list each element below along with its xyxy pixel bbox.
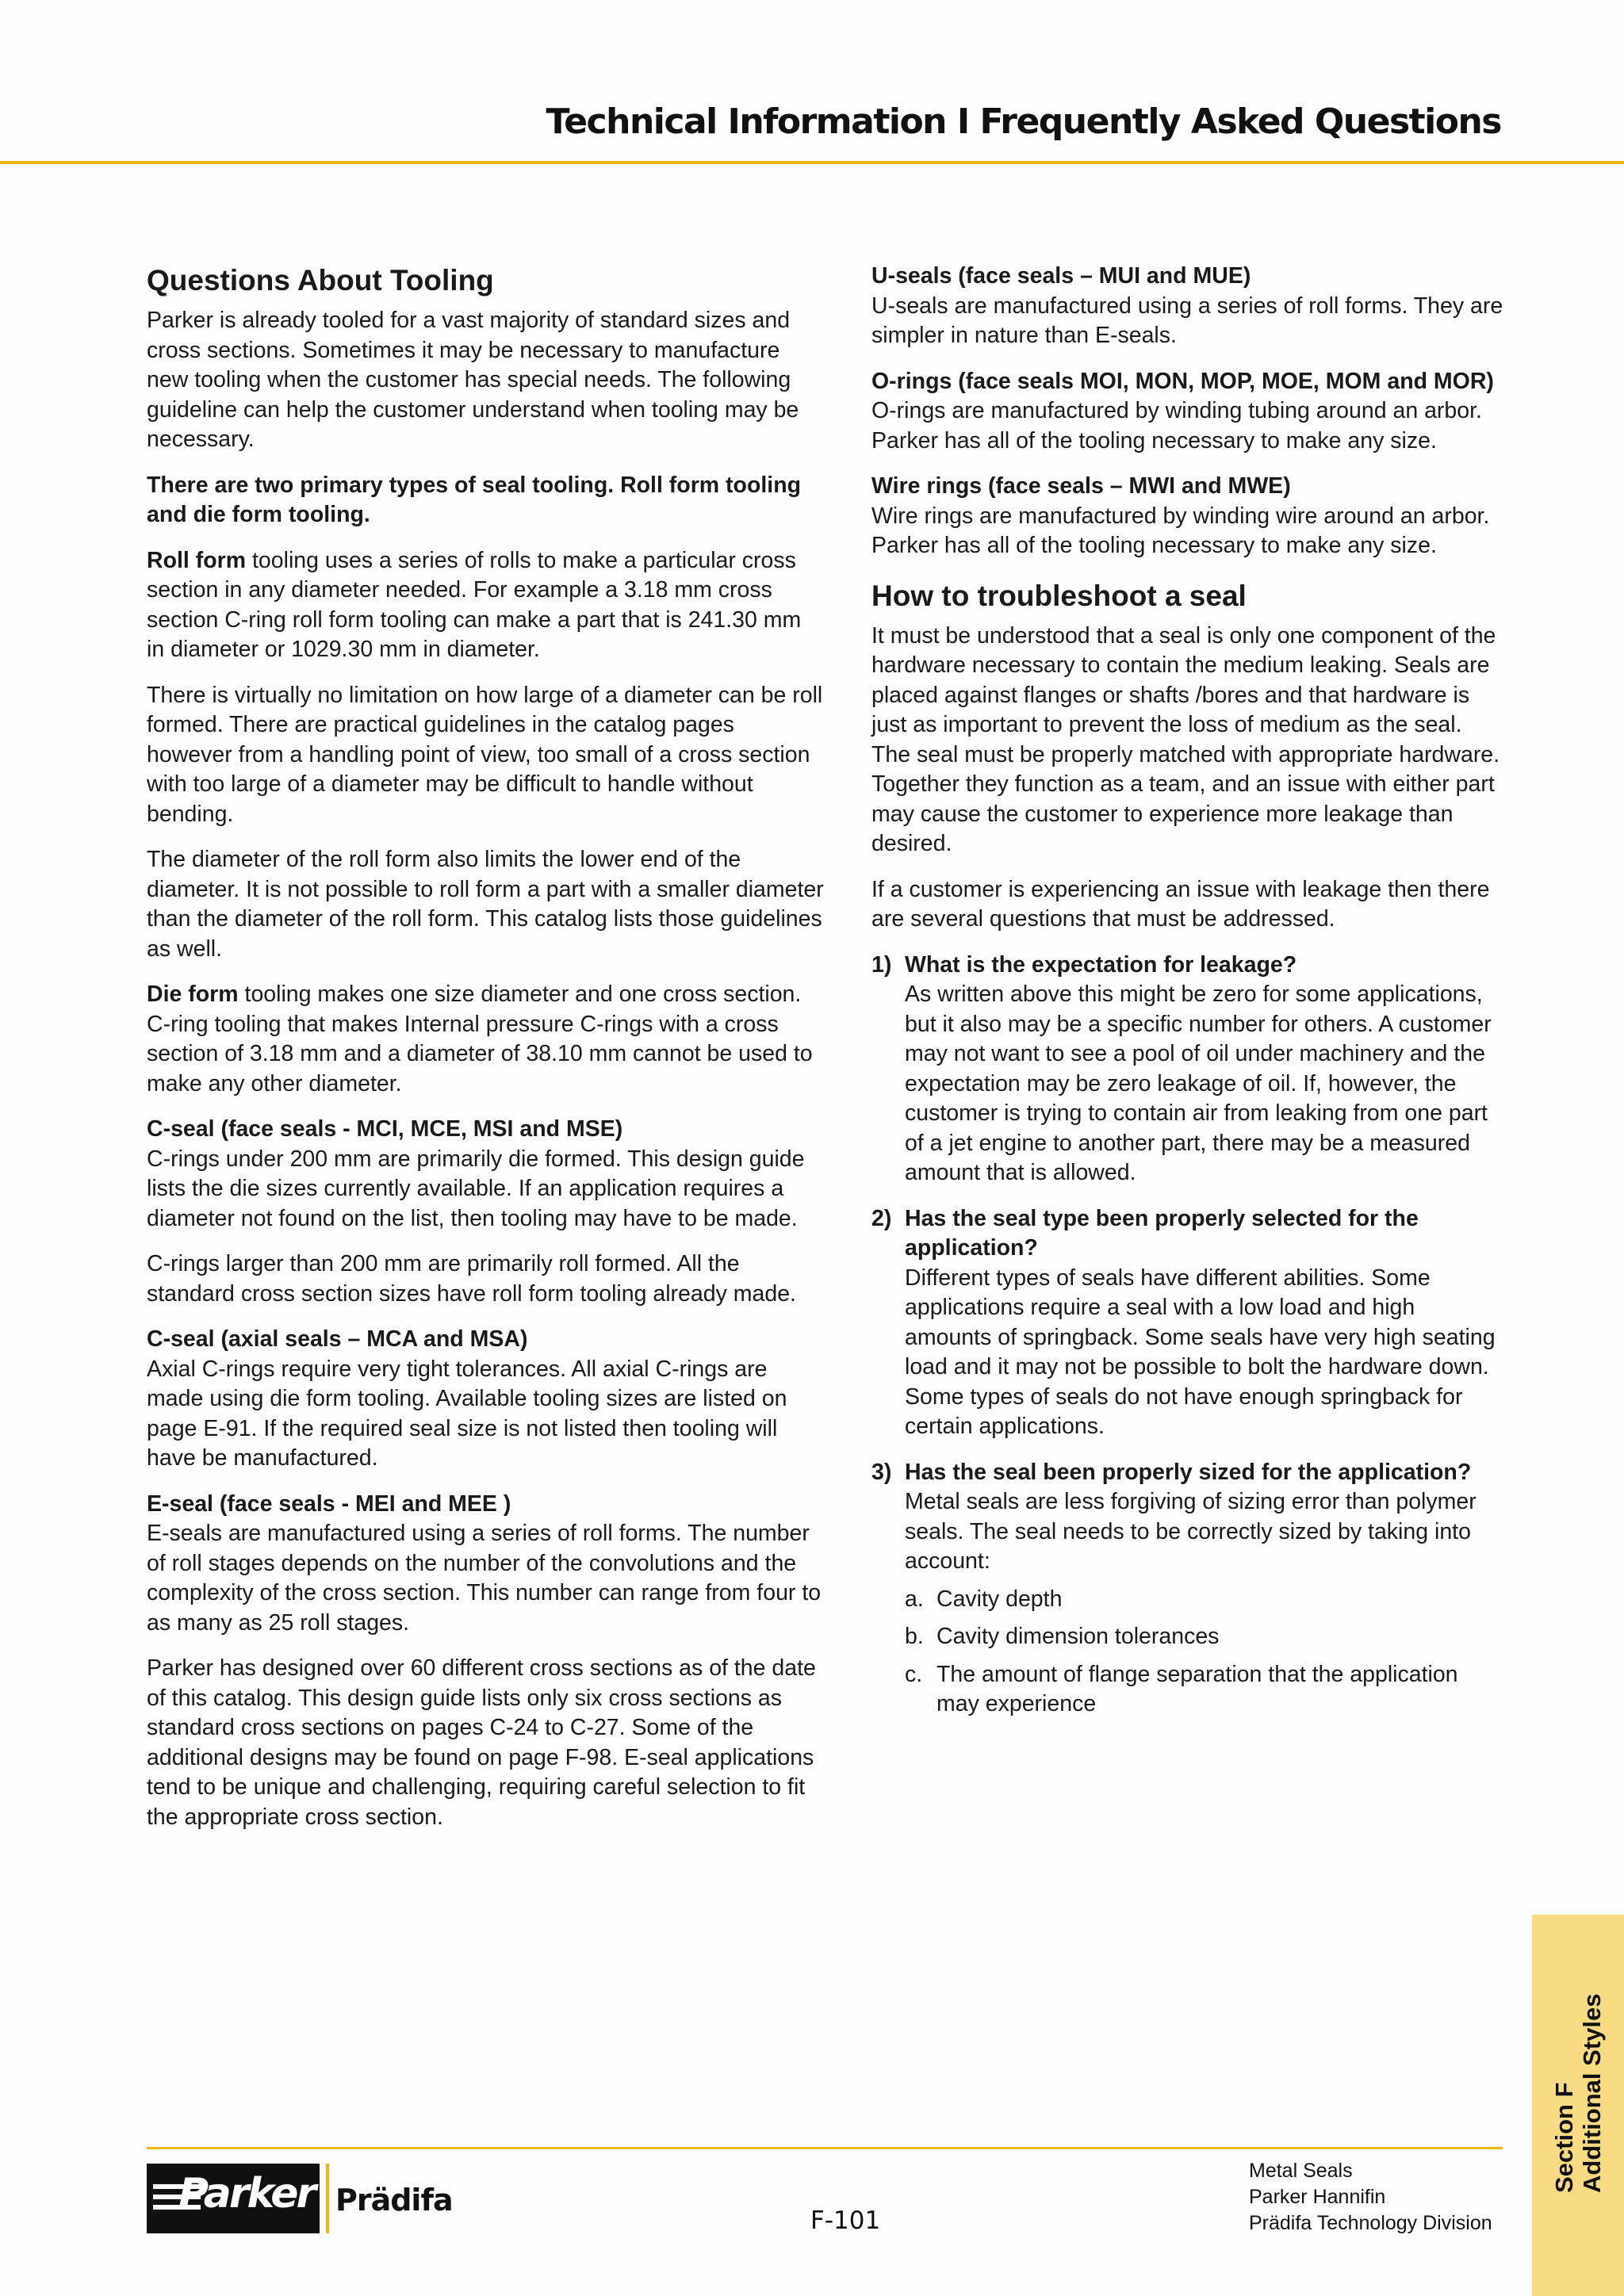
parker-pradifa-logo [147,2164,453,2233]
cseal-axial-text: Axial C-rings require very tight tolerances. All axial C-rings are made using die form tooling. Available tooling sizes are listed on page E-91. If the required seal size is not listed then tooling will have be manufactured. [147,1356,787,1471]
cseal-large-paragraph: C-rings larger than 200 mm are primarily roll formed. All the standard cross section sizes have roll form tooling already made. [147,1251,796,1307]
parker-logo-box [147,2164,320,2233]
right-column [871,262,1506,1735]
question-text: As written above this might be zero for some applications, but it also may be a specific number for others. A customer may not want to see a pool of oil under machinery and the expectation may be zero leakage of oil. If, however, the customer is trying to contain air from leaking from one part of a jet engine to another part, there may be a measured amount that is allowed. [905,982,1492,1185]
cseal-face-heading: C-seal (face seals - MCI, MCE, MSI and MSE) [147,1116,623,1142]
section-heading-tooling: Questions About Tooling [147,264,494,297]
section-side-tab[interactable] [1532,1915,1624,2296]
question-number: 3) [871,1459,892,1485]
logo-divider [326,2164,329,2233]
useal-block [871,262,1506,351]
wire-ring-text-2: Parker has all of the tooling necessary to make any size. [871,533,1437,558]
question-number: 2) [871,1205,892,1231]
question-title: Has the seal been properly sized for the application? [905,1459,1472,1485]
die-form-text: tooling makes one size diameter and one cross section. C-ring tooling that makes Internal pressure C-rings with a cross section of 3.18 mm and a diameter of 38.10 mm cannot be used to make any other diameter. [147,982,813,1096]
wire-ring-text-1: Wire rings are manufactured by winding wire around an arbor. [871,503,1490,529]
eseal-designs-paragraph: Parker has designed over 60 different cross sections as of the date of this catalog. This design guide lists only six cross sections as standard cross sections on pages C-24 to C-27. Some of the additional designs may be found on page F-98. E-seal applications tend to be unique and challenging, requiring careful selection to fit the appropriate cross section. [147,1655,816,1830]
troubleshoot-intro: It must be understood that a seal is only one component of the hardware necessary to contain the medium leaking. Seals are placed against flanges or shafts /bores and that hardware is just as important to prevent the loss of medium as the seal. The seal must be properly matched with appropriate hardware. Together they function as a team, and an issue with either part may cause the customer to experience more leakage than desired. [871,622,1500,856]
sizing-factor-text: The amount of flange separation that the application may experience [936,1661,1458,1716]
cseal-face-text: C-rings under 200 mm are primarily die formed. This design guide lists the die sizes currently available. If an application requires a diameter not found on the list, then tooling may have to be made. [147,1146,805,1231]
roll-form-lead: Roll form [147,547,247,573]
oring-heading: O-rings (face seals MOI, MON, MOP, MOE, MOM and MOR) [871,368,1494,394]
useal-text: U-seals are manufactured using a series of roll forms. They are simpler in nature than E-seals. [871,293,1503,348]
question-title: Has the seal type been properly selected for the application? [905,1205,1419,1261]
side-tab-line-1: Section F [1550,2082,1578,2193]
troubleshoot-questions-intro: If a customer is experiencing an issue with leakage then there are several questions that must be addressed. [871,876,1490,932]
eseal-text: E-seals are manufactured using a series of roll forms. The number of roll stages depends on the number of the convolutions and the complexity of the cross section. This number can range from four to as many as 25 roll stages. [147,1521,822,1636]
oring-block [871,367,1506,457]
cseal-axial-block [147,1325,825,1474]
question-item [871,951,1506,1188]
roll-limit-paragraph: There is virtually no limitation on how large of a diameter can be roll formed. There are practical guidelines in the catalog pages however from a handling point of view, too small of a cross section with too large of a diameter may be difficult to handle without bending. [147,682,823,827]
tooling-types-statement: There are two primary types of seal tooling. Roll form tooling and die form tooling. [147,472,802,527]
troubleshoot-question-list [871,951,1506,1720]
side-tab-label [1550,1987,1606,2193]
question-text: Different types of seals have different abilities. Some applications require a seal with a low load and high amounts of springback. Some seals have very high seating load and it may not be possible to bolt the hardware down. Some types of seals do not have enough springback for certain applications. [905,1265,1496,1439]
sizing-factor-text: Cavity depth [936,1586,1063,1612]
roll-diameter-paragraph: The diameter of the roll form also limits the lower end of the diameter. It is not possible to roll form a part with a smaller diameter than the diameter of the roll form. This catalog lists those guidelines as well. [147,847,824,962]
section-heading-troubleshoot: How to troubleshoot a seal [871,579,1247,612]
question-title: What is the expectation for leakage? [905,951,1297,978]
question-item [871,1204,1506,1442]
sizing-factor-item [905,1585,1506,1615]
header-divider [0,161,1624,164]
sizing-factor-letter: b. [905,1624,924,1649]
footer-line-division: Prädifa Technology Division [1249,2212,1492,2234]
left-column [147,262,825,1848]
footer-division-info [1249,2158,1492,2237]
die-form-lead: Die form [147,982,239,1007]
question-item [871,1458,1506,1720]
roll-form-paragraph [147,546,825,665]
tooling-intro: Parker is already tooled for a vast majority of standard sizes and cross sections. Sometimes it may be necessary to manufacture new tooling when the customer has special needs. The following guideline can help the customer understand when tooling may be necessary. [147,308,799,452]
sizing-factor-list [905,1585,1506,1720]
page-number: F-101 [810,2206,881,2235]
footer-line-product: Metal Seals [1249,2160,1353,2182]
pradifa-logo-text: Prädifa [335,2183,453,2218]
sizing-factor-letter: c. [905,1661,923,1687]
eseal-block [147,1490,825,1639]
side-tab-line-2: Additional Styles [1578,1993,1606,2193]
wire-ring-heading: Wire rings (face seals – MWI and MWE) [871,473,1291,499]
question-text: Metal seals are less forgiving of sizing error than polymer seals. The seal needs to be correctly sized by taking into account: [905,1489,1477,1574]
parker-logo-text: Parker [178,2170,315,2218]
footer-line-company: Parker Hannifin [1249,2186,1386,2208]
eseal-heading: E-seal (face seals - MEI and MEE ) [147,1490,511,1517]
question-number: 1) [871,951,892,978]
sizing-factor-letter: a. [905,1586,924,1612]
cseal-axial-heading: C-seal (axial seals – MCA and MSA) [147,1326,528,1352]
oring-text: O-rings are manufactured by winding tubing around an arbor. Parker has all of the tooling necessary to make any size. [871,398,1482,453]
die-form-paragraph [147,980,825,1099]
footer-divider [147,2147,1503,2149]
wire-ring-block [871,472,1506,561]
cseal-face-block [147,1115,825,1234]
page-header-title: Technical Information I Frequently Asked Questions [546,101,1501,142]
sizing-factor-item [905,1660,1506,1720]
sizing-factor-text: Cavity dimension tolerances [936,1624,1220,1649]
roll-form-text: tooling uses a series of rolls to make a particular cross section in any diameter needed. For example a 3.18 mm cross section C-ring roll form tooling can make a part that is 241.30 mm in diameter or 1029.30 mm in diameter. [147,547,802,662]
sizing-factor-item [905,1622,1506,1652]
useal-heading: U-seals (face seals – MUI and MUE) [871,263,1251,289]
